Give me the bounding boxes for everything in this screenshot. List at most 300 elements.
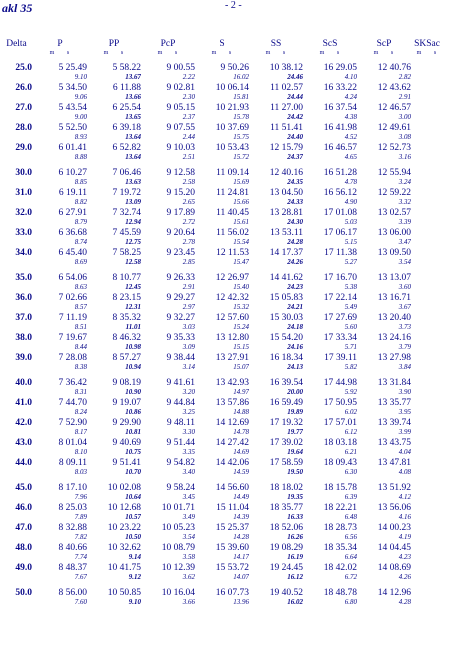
- delta-cell: 46.0: [15, 503, 32, 513]
- slowness-cell: 16.02: [233, 73, 249, 81]
- time-cell: 17 57.01: [323, 418, 357, 428]
- slowness-cell: 8.38: [74, 363, 87, 371]
- delta-cell: 26.0: [15, 83, 32, 93]
- empty-cell: [411, 542, 443, 553]
- slowness-cell: 24.35: [287, 178, 303, 186]
- empty-cell: [0, 283, 33, 292]
- slowness-cell: 24.33: [287, 198, 303, 206]
- table-row: [0, 417, 443, 428]
- slowness-cell: 15.72: [233, 153, 249, 161]
- time-cell: 17 19.32: [269, 418, 303, 428]
- time-cell: 6 39.18: [112, 123, 141, 133]
- delta-cell: 47.0: [15, 523, 32, 533]
- slowness-cell: 2.91: [182, 283, 195, 291]
- time-cell: 7 02.66: [58, 293, 87, 303]
- time-cell: 8 17.10: [58, 483, 87, 493]
- delta-cell: 49.0: [15, 563, 32, 573]
- time-cell: 5 34.50: [58, 83, 87, 93]
- slowness-cell: 14.07: [233, 573, 249, 581]
- time-cell: 10 37.69: [215, 123, 249, 133]
- column-header-scs: ScS: [322, 39, 338, 49]
- slowness-cell: 24.40: [287, 133, 303, 141]
- table-row: [0, 352, 443, 363]
- slowness-cell: 3.08: [398, 133, 411, 141]
- derivative-row: [0, 113, 443, 122]
- time-cell: 17 39.02: [269, 438, 303, 448]
- slowness-cell: 2.65: [182, 198, 195, 206]
- time-cell: 19 24.45: [269, 563, 303, 573]
- table-row: [0, 247, 443, 258]
- slowness-cell: 3.32: [398, 198, 411, 206]
- slowness-cell: 8.69: [74, 258, 87, 266]
- unit-min: m: [49, 50, 55, 56]
- table-row: [0, 397, 443, 408]
- empty-cell: [411, 247, 443, 258]
- time-cell: 14 12.96: [377, 588, 411, 598]
- derivative-row: [0, 553, 443, 562]
- empty-cell: [0, 513, 33, 522]
- unit-sec: s: [433, 50, 437, 56]
- time-cell: 13 04.50: [269, 188, 303, 198]
- time-cell: 17 01.08: [323, 208, 357, 218]
- slowness-cell: 24.28: [287, 238, 303, 246]
- empty-cell: [0, 303, 33, 312]
- empty-cell: [411, 363, 443, 372]
- unit-sec: s: [336, 50, 340, 56]
- time-cell: 8 56.00: [58, 588, 87, 598]
- slowness-cell: 4.08: [398, 468, 411, 476]
- slowness-cell: 13.09: [125, 198, 141, 206]
- time-cell: 13 27.98: [377, 353, 411, 363]
- unit-min: m: [319, 50, 325, 56]
- slowness-cell: 13.66: [125, 93, 141, 101]
- derivative-row: [0, 533, 443, 542]
- slowness-cell: 3.62: [182, 573, 195, 581]
- slowness-cell: 2.78: [182, 238, 195, 246]
- slowness-cell: 16.02: [287, 598, 303, 606]
- slowness-cell: 7.74: [74, 553, 87, 561]
- time-cell: 14 00.23: [377, 523, 411, 533]
- empty-cell: [0, 598, 33, 607]
- time-cell: 16 37.54: [323, 103, 357, 113]
- slowness-cell: 14.69: [233, 448, 249, 456]
- time-cell: 15 11.04: [216, 503, 249, 513]
- time-cell: 18 42.02: [323, 563, 357, 573]
- empty-cell: [411, 587, 443, 598]
- unit-sec: s: [66, 50, 70, 56]
- empty-cell: [0, 178, 33, 187]
- empty-cell: [411, 502, 443, 513]
- time-cell: 8 25.03: [58, 503, 87, 513]
- slowness-cell: 3.90: [398, 388, 411, 396]
- delta-cell: 39.0: [15, 353, 32, 363]
- delta-cell: 50.0: [15, 588, 32, 598]
- time-cell: 13 09.50: [377, 248, 411, 258]
- time-cell: 10 02.08: [107, 483, 141, 493]
- table-row: [0, 457, 443, 468]
- slowness-cell: 9.10: [74, 73, 87, 81]
- slowness-cell: 14.59: [233, 468, 249, 476]
- empty-cell: [0, 343, 33, 352]
- slowness-cell: 8.79: [74, 218, 87, 226]
- time-cell: 17 33.34: [323, 333, 357, 343]
- slowness-cell: 6.64: [344, 553, 357, 561]
- slowness-cell: 24.42: [287, 113, 303, 121]
- slowness-cell: 6.80: [344, 598, 357, 606]
- time-cell: 9 35.33: [166, 333, 195, 343]
- slowness-cell: 7.67: [74, 573, 87, 581]
- derivative-row: [0, 258, 443, 267]
- slowness-cell: 2.72: [182, 218, 195, 226]
- time-cell: 13 28.81: [269, 208, 303, 218]
- delta-cell: 32.0: [15, 208, 32, 218]
- slowness-cell: 9.12: [128, 573, 141, 581]
- slowness-cell: 9.14: [128, 553, 141, 561]
- table-row: [0, 227, 443, 238]
- slowness-cell: 3.35: [182, 448, 195, 456]
- slowness-cell: 10.81: [125, 428, 141, 436]
- table-row: [0, 187, 443, 198]
- slowness-cell: 15.40: [233, 283, 249, 291]
- time-cell: 7 36.42: [58, 378, 87, 388]
- time-cell: 17 22.14: [323, 293, 357, 303]
- slowness-cell: 15.07: [233, 363, 249, 371]
- derivative-row: [0, 513, 443, 522]
- derivative-row: [0, 363, 443, 372]
- slowness-cell: 3.79: [398, 343, 411, 351]
- time-cell: 12 40.76: [377, 63, 411, 73]
- time-cell: 18 03.18: [323, 438, 357, 448]
- time-cell: 13 27.91: [215, 353, 249, 363]
- slowness-cell: 3.40: [182, 468, 195, 476]
- time-cell: 13 20.40: [377, 313, 411, 323]
- time-cell: 16 39.54: [269, 378, 303, 388]
- slowness-cell: 8.63: [74, 283, 87, 291]
- time-cell: 10 16.04: [161, 588, 195, 598]
- slowness-cell: 15.54: [233, 238, 249, 246]
- time-cell: 10 12.39: [161, 563, 195, 573]
- time-cell: 18 48.78: [323, 588, 357, 598]
- time-cell: 9 50.26: [220, 63, 249, 73]
- slowness-cell: 24.46: [287, 73, 303, 81]
- empty-cell: [411, 482, 443, 493]
- time-cell: 9 17.89: [166, 208, 195, 218]
- time-cell: 11 40.45: [216, 208, 249, 218]
- slowness-cell: 8.24: [74, 408, 87, 416]
- time-cell: 9 54.82: [166, 458, 195, 468]
- time-cell: 7 06.46: [112, 168, 141, 178]
- table-row: [0, 272, 443, 283]
- slowness-cell: 5.03: [344, 218, 357, 226]
- time-cell: 9 15.20: [166, 188, 195, 198]
- slowness-cell: 3.00: [398, 113, 411, 121]
- time-cell: 17 06.17: [323, 228, 357, 238]
- empty-cell: [411, 352, 443, 363]
- time-cell: 16 41.98: [323, 123, 357, 133]
- time-cell: 9 38.44: [166, 353, 195, 363]
- time-cell: 16 33.22: [323, 83, 357, 93]
- time-cell: 7 11.19: [58, 313, 87, 323]
- slowness-cell: 4.52: [344, 133, 357, 141]
- slowness-cell: 9.00: [74, 113, 87, 121]
- time-cell: 11 56.02: [216, 228, 249, 238]
- time-cell: 8 57.27: [112, 353, 141, 363]
- empty-cell: [411, 513, 443, 522]
- slowness-cell: 5.27: [344, 258, 357, 266]
- time-cell: 8 35.32: [112, 313, 141, 323]
- delta-cell: 28.0: [15, 123, 32, 133]
- time-cell: 19 08.29: [269, 543, 303, 553]
- time-cell: 13 16.71: [377, 293, 411, 303]
- page-number: - 2 -: [225, 0, 242, 11]
- slowness-cell: 15.69: [233, 178, 249, 186]
- delta-cell: 30.0: [15, 168, 32, 178]
- time-cell: 6 19.11: [58, 188, 87, 198]
- time-cell: 15 30.03: [269, 313, 303, 323]
- time-cell: 15 53.72: [215, 563, 249, 573]
- slowness-cell: 10.70: [125, 468, 141, 476]
- delta-cell: 35.0: [15, 273, 32, 283]
- derivative-row: [0, 198, 443, 207]
- slowness-cell: 2.30: [182, 93, 195, 101]
- time-cell: 7 45.59: [112, 228, 141, 238]
- time-cell: 18 18.02: [269, 483, 303, 493]
- time-cell: 9 12.58: [166, 168, 195, 178]
- time-cell: 7 44.70: [58, 398, 87, 408]
- slowness-cell: 4.90: [344, 198, 357, 206]
- empty-cell: [0, 553, 33, 562]
- time-cell: 18 52.06: [269, 523, 303, 533]
- derivative-row: [0, 133, 443, 142]
- time-cell: 5 25.49: [58, 63, 87, 73]
- empty-cell: [411, 468, 443, 477]
- page-title: akl 35: [2, 1, 33, 15]
- time-cell: 6 52.82: [112, 143, 141, 153]
- slowness-cell: 4.26: [398, 573, 411, 581]
- time-cell: 18 15.78: [323, 483, 357, 493]
- slowness-cell: 19.77: [287, 428, 303, 436]
- derivative-row: [0, 93, 443, 102]
- time-cell: 9 08.19: [112, 378, 141, 388]
- empty-cell: [0, 238, 33, 247]
- time-cell: 11 24.81: [216, 188, 249, 198]
- time-cell: 10 05.23: [161, 523, 195, 533]
- slowness-cell: 24.16: [287, 343, 303, 351]
- column-header-p: P: [57, 39, 63, 49]
- header-row: [0, 38, 443, 50]
- time-cell: 9 40.69: [112, 438, 141, 448]
- table-row: [0, 167, 443, 178]
- time-cell: 18 35.77: [269, 503, 303, 513]
- slowness-cell: 19.50: [287, 468, 303, 476]
- slowness-cell: 8.74: [74, 238, 87, 246]
- empty-cell: [411, 153, 443, 162]
- column-header-pp: PP: [108, 39, 120, 49]
- slowness-cell: 15.61: [233, 218, 249, 226]
- time-cell: 15 39.60: [215, 543, 249, 553]
- slowness-cell: 4.23: [398, 553, 411, 561]
- time-cell: 13 39.74: [377, 418, 411, 428]
- empty-cell: [0, 428, 33, 437]
- slowness-cell: 3.25: [182, 408, 195, 416]
- time-cell: 13 31.84: [377, 378, 411, 388]
- time-cell: 9 29.90: [112, 418, 141, 428]
- slowness-cell: 13.64: [125, 153, 141, 161]
- time-cell: 12 43.62: [377, 83, 411, 93]
- time-cell: 13 57.86: [215, 398, 249, 408]
- time-cell: 9 10.03: [166, 143, 195, 153]
- slowness-cell: 7.96: [74, 493, 87, 501]
- derivative-row: [0, 388, 443, 397]
- unit-min: m: [103, 50, 109, 56]
- slowness-cell: 24.37: [287, 153, 303, 161]
- slowness-cell: 3.16: [398, 153, 411, 161]
- derivative-row: [0, 73, 443, 82]
- time-cell: 8 40.66: [58, 543, 87, 553]
- unit-sec: s: [120, 50, 124, 56]
- empty-cell: [0, 153, 33, 162]
- slowness-cell: 24.18: [287, 323, 303, 331]
- empty-cell: [411, 553, 443, 562]
- travel-time-table: [0, 38, 443, 607]
- time-cell: 16 46.57: [323, 143, 357, 153]
- derivative-row: [0, 178, 443, 187]
- slowness-cell: 19.89: [287, 408, 303, 416]
- time-cell: 15 25.37: [215, 523, 249, 533]
- empty-cell: [411, 178, 443, 187]
- slowness-cell: 10.75: [125, 448, 141, 456]
- empty-cell: [411, 457, 443, 468]
- time-cell: 6 36.68: [58, 228, 87, 238]
- time-cell: 10 08.79: [161, 543, 195, 553]
- empty-cell: [411, 448, 443, 457]
- table-row: [0, 62, 443, 73]
- slowness-cell: 15.75: [233, 133, 249, 141]
- slowness-cell: 13.64: [125, 133, 141, 141]
- time-cell: 18 35.34: [323, 543, 357, 553]
- time-cell: 7 19.67: [58, 333, 87, 343]
- table-row: [0, 332, 443, 343]
- time-cell: 9 29.27: [166, 293, 195, 303]
- empty-cell: [0, 218, 33, 227]
- slowness-cell: 12.31: [125, 303, 141, 311]
- time-cell: 16 56.12: [323, 188, 357, 198]
- delta-cell: 33.0: [15, 228, 32, 238]
- time-cell: 14 27.42: [215, 438, 249, 448]
- slowness-cell: 2.97: [182, 303, 195, 311]
- empty-cell: [411, 283, 443, 292]
- time-cell: 14 56.60: [215, 483, 249, 493]
- empty-cell: [411, 82, 443, 93]
- time-cell: 12 59.22: [377, 188, 411, 198]
- time-cell: 13 53.11: [270, 228, 303, 238]
- time-cell: 12 46.57: [377, 103, 411, 113]
- empty-cell: [411, 312, 443, 323]
- delta-cell: 25.0: [15, 63, 32, 73]
- time-cell: 14 12.69: [215, 418, 249, 428]
- derivative-row: [0, 598, 443, 607]
- slowness-cell: 3.60: [398, 283, 411, 291]
- time-cell: 12 57.60: [215, 313, 249, 323]
- time-cell: 8 23.15: [112, 293, 141, 303]
- slowness-cell: 5.60: [344, 323, 357, 331]
- delta-cell: 44.0: [15, 458, 32, 468]
- slowness-cell: 6.02: [344, 408, 357, 416]
- slowness-cell: 24.21: [287, 303, 303, 311]
- time-cell: 13 13.07: [377, 273, 411, 283]
- derivative-row: [0, 408, 443, 417]
- slowness-cell: 15.78: [233, 113, 249, 121]
- time-cell: 17 16.70: [323, 273, 357, 283]
- slowness-cell: 9.06: [74, 93, 87, 101]
- time-cell: 14 04.45: [377, 543, 411, 553]
- empty-cell: [0, 133, 33, 142]
- empty-cell: [411, 258, 443, 267]
- slowness-cell: 19.35: [287, 493, 303, 501]
- slowness-cell: 7.89: [74, 513, 87, 521]
- slowness-cell: 10.98: [125, 343, 141, 351]
- derivative-row: [0, 573, 443, 582]
- empty-cell: [411, 377, 443, 388]
- slowness-cell: 15.47: [233, 258, 249, 266]
- slowness-cell: 2.51: [182, 153, 195, 161]
- time-cell: 12 42.32: [215, 293, 249, 303]
- column-header-s: S: [219, 39, 225, 49]
- slowness-cell: 11.01: [125, 323, 141, 331]
- empty-cell: [411, 428, 443, 437]
- table-row: [0, 562, 443, 573]
- time-cell: 13 06.00: [377, 228, 411, 238]
- slowness-cell: 6.39: [344, 493, 357, 501]
- table-row: [0, 102, 443, 113]
- empty-cell: [411, 272, 443, 283]
- slowness-cell: 16.33: [287, 513, 303, 521]
- empty-cell: [411, 93, 443, 102]
- slowness-cell: 2.85: [182, 258, 195, 266]
- empty-cell: [411, 142, 443, 153]
- empty-cell: [411, 562, 443, 573]
- slowness-cell: 24.26: [287, 258, 303, 266]
- derivative-row: [0, 343, 443, 352]
- empty-cell: [411, 437, 443, 448]
- slowness-cell: 5.71: [344, 343, 357, 351]
- delta-cell: 48.0: [15, 543, 32, 553]
- time-cell: 13 47.81: [377, 458, 411, 468]
- time-cell: 10 23.22: [107, 523, 141, 533]
- time-cell: 6 54.06: [58, 273, 87, 283]
- slowness-cell: 8.85: [74, 178, 87, 186]
- slowness-cell: 6.12: [344, 428, 357, 436]
- time-cell: 10 53.43: [215, 143, 249, 153]
- time-cell: 14 17.37: [269, 248, 303, 258]
- table-row: [0, 207, 443, 218]
- delta-cell: 40.0: [15, 378, 32, 388]
- slowness-cell: 6.72: [344, 573, 357, 581]
- empty-cell: [411, 417, 443, 428]
- time-cell: 17 11.38: [324, 248, 357, 258]
- delta-cell: 27.0: [15, 103, 32, 113]
- time-cell: 14 08.69: [377, 563, 411, 573]
- slowness-cell: 3.09: [182, 343, 195, 351]
- empty-cell: [411, 408, 443, 417]
- slowness-cell: 8.10: [74, 448, 87, 456]
- empty-cell: [411, 187, 443, 198]
- delta-cell: 37.0: [15, 313, 32, 323]
- empty-cell: [0, 493, 33, 502]
- time-cell: 6 25.54: [112, 103, 141, 113]
- slowness-cell: 4.78: [344, 178, 357, 186]
- empty-cell: [411, 323, 443, 332]
